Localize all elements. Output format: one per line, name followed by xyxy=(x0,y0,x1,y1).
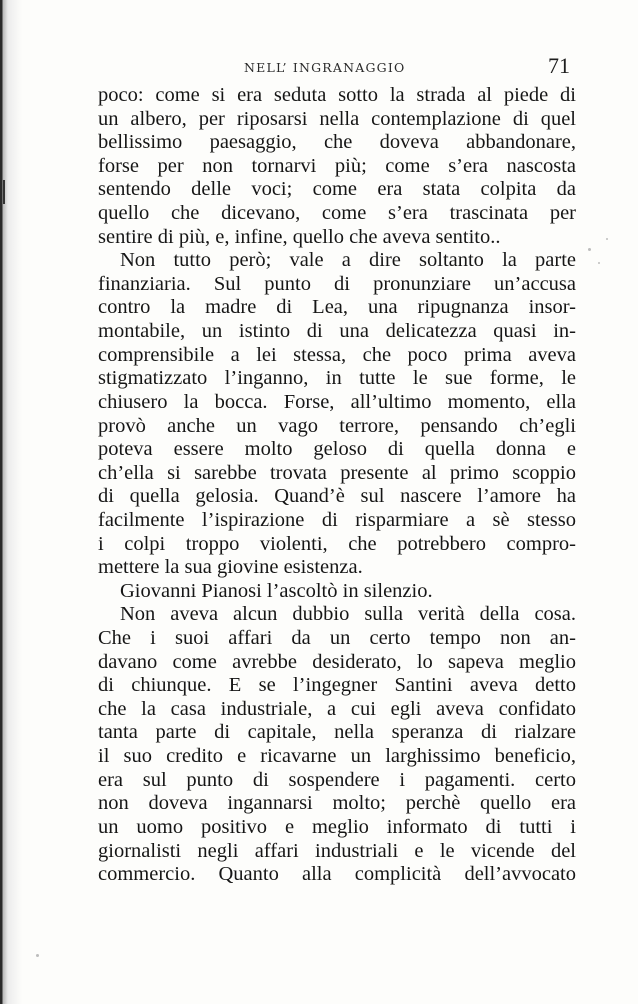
text-line: provò anche un vago terrore, pensando ch’egli xyxy=(98,414,576,437)
page-number: 71 xyxy=(548,53,570,78)
text-line: un uomo positivo e meglio informato di tutti i xyxy=(98,815,576,838)
text-line: di chiunque. E se l’ingegner Santini aveva detto xyxy=(98,674,576,697)
text-line: forse per non tornarvi più; come s’era nascosta xyxy=(98,154,576,177)
paper-speck xyxy=(598,262,600,264)
running-head: NELL’ INGRANAGGIO xyxy=(244,60,406,75)
text-line: i colpi troppo violenti, che potrebbero compro- xyxy=(98,532,576,555)
text-line: bellissimo paesaggio, che doveva abbandonare, xyxy=(98,131,576,154)
text-line: Non tutto però; vale a dire soltanto la parte xyxy=(120,249,576,272)
text-line: un albero, per riposarsi nella contemplazione di quel xyxy=(98,107,576,130)
text-line: che la casa industriale, a cui egli aveva confidato xyxy=(98,697,576,720)
text-line: montabile, un istinto di una delicatezza quasi in- xyxy=(98,320,576,343)
text-line: facilmente l’ispirazione di risparmiare a sè stesso xyxy=(98,508,576,531)
text-line: davano come avrebbe desiderato, lo sapeva meglio xyxy=(98,650,576,673)
text-line: Che i suoi affari da un certo tempo non an- xyxy=(98,627,576,650)
paper-speck xyxy=(606,238,608,240)
text-line: tanta parte di capitale, nella speranza di rialzare xyxy=(98,721,576,744)
text-line: poteva essere molto geloso di quella donna e xyxy=(98,438,576,461)
text-line: il suo credito e ricavarne un larghissimo beneficio, xyxy=(98,745,576,768)
text-line: mettere la sua giovine esistenza. xyxy=(98,556,363,579)
page-header xyxy=(100,50,574,80)
text-line: stigmatizzato l’inganno, in tutte le sue forme, le xyxy=(98,367,576,390)
text-line: giornalisti negli affari industriali e le vicende del xyxy=(98,839,576,862)
text-line: comprensibile a lei stessa, che poco prima aveva xyxy=(98,343,576,366)
text-line: era sul punto di sospendere i pagamenti. certo xyxy=(98,768,576,791)
paper-speck xyxy=(36,954,39,957)
paper-speck xyxy=(588,248,591,251)
text-line: non doveva ingannarsi molto; perchè quello era xyxy=(98,792,576,815)
text-line: Giovanni Pianosi l’ascoltò in silenzio. xyxy=(120,579,433,602)
gutter-mark xyxy=(3,180,5,204)
text-line: sentire di più, e, infine, quello che aveva sentito.. xyxy=(98,225,501,248)
text-line: contro la madre di Lea, una ripugnanza insor- xyxy=(98,296,576,319)
text-line: commercio. Quanto alla complicità dell’avvocato xyxy=(98,863,576,886)
text-line: chiusero la bocca. Forse, all’ultimo momento, ella xyxy=(98,390,576,413)
text-line: Non aveva alcun dubbio sulla verità della cosa. xyxy=(120,603,576,626)
body-text xyxy=(98,84,576,887)
text-line: quello che dicevano, come s’era trascinata per xyxy=(98,202,576,225)
text-line: finanziaria. Sul punto di pronunziare un’accusa xyxy=(98,272,576,295)
text-line: sentendo delle voci; come era stata colpita da xyxy=(98,178,576,201)
binding-gutter xyxy=(0,0,22,1004)
text-line: di quella gelosia. Quand’è sul nascere l’amore ha xyxy=(98,485,576,508)
text-line: poco: come si era seduta sotto la strada al piede di xyxy=(98,84,576,106)
text-line: ch’ella si sarebbe trovata presente al primo scoppio xyxy=(98,461,576,484)
